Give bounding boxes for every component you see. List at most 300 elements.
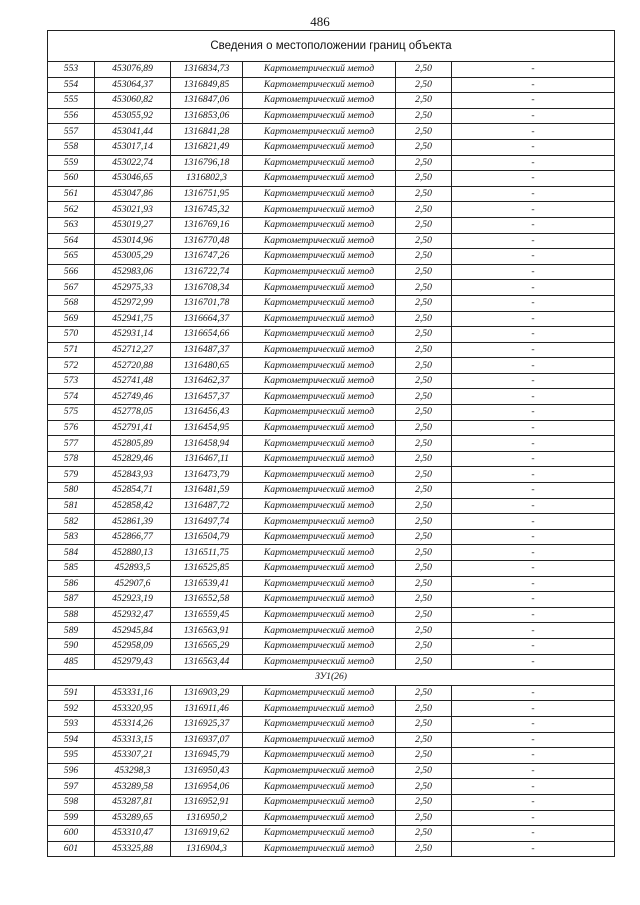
cell-description: -	[452, 405, 615, 421]
table-row	[48, 389, 615, 405]
cell-accuracy: 2,50	[396, 638, 452, 654]
cell-method: Картометрический метод	[243, 436, 396, 452]
cell-coord-y: 1316559,45	[171, 607, 243, 623]
cell-method: Картометрический метод	[243, 139, 396, 155]
cell-coord-y: 1316903,29	[171, 685, 243, 701]
cell-point-number: 559	[48, 155, 95, 171]
table-row	[48, 732, 615, 748]
cell-coord-x: 453331,16	[95, 685, 171, 701]
cell-coord-y: 1316796,18	[171, 155, 243, 171]
cell-accuracy: 2,50	[396, 716, 452, 732]
table-row	[48, 327, 615, 343]
cell-accuracy: 2,50	[396, 483, 452, 499]
cell-accuracy: 2,50	[396, 280, 452, 296]
cell-coord-y: 1316802,3	[171, 171, 243, 187]
cell-point-number: 579	[48, 467, 95, 483]
cell-coord-y: 1316722,74	[171, 264, 243, 280]
cell-method: Картометрический метод	[243, 654, 396, 670]
cell-coord-x: 453019,27	[95, 217, 171, 233]
cell-accuracy: 2,50	[396, 295, 452, 311]
table-row	[48, 358, 615, 374]
table-row	[48, 108, 615, 124]
cell-description: -	[452, 249, 615, 265]
cell-point-number: 585	[48, 561, 95, 577]
cell-coord-x: 452829,46	[95, 451, 171, 467]
cell-coord-y: 1316497,74	[171, 514, 243, 530]
cell-coord-y: 1316853,06	[171, 108, 243, 124]
cell-method: Картометрический метод	[243, 732, 396, 748]
cell-coord-y: 1316954,06	[171, 779, 243, 795]
cell-coord-y: 1316849,85	[171, 77, 243, 93]
cell-accuracy: 2,50	[396, 436, 452, 452]
cell-description: -	[452, 763, 615, 779]
cell-point-number: 553	[48, 62, 95, 78]
page-number: 486	[310, 14, 330, 29]
cell-accuracy: 2,50	[396, 93, 452, 109]
cell-coord-x: 453060,82	[95, 93, 171, 109]
cell-coord-x: 452749,46	[95, 389, 171, 405]
cell-method: Картометрический метод	[243, 763, 396, 779]
table-row	[48, 638, 615, 654]
cell-method: Картометрический метод	[243, 498, 396, 514]
table-row	[48, 623, 615, 639]
cell-accuracy: 2,50	[396, 701, 452, 717]
cell-point-number: 568	[48, 295, 95, 311]
cell-description: -	[452, 436, 615, 452]
table-row	[48, 171, 615, 187]
cell-point-number: 597	[48, 779, 95, 795]
cell-description: -	[452, 529, 615, 545]
cell-method: Картометрический метод	[243, 810, 396, 826]
cell-coord-x: 452805,89	[95, 436, 171, 452]
cell-coord-y: 1316487,72	[171, 498, 243, 514]
cell-description: -	[452, 514, 615, 530]
cell-method: Картометрический метод	[243, 483, 396, 499]
cell-method: Картометрический метод	[243, 295, 396, 311]
cell-point-number: 561	[48, 186, 95, 202]
cell-method: Картометрический метод	[243, 405, 396, 421]
cell-coord-x: 453314,26	[95, 716, 171, 732]
cell-point-number: 570	[48, 327, 95, 343]
cell-coord-y: 1316751,95	[171, 186, 243, 202]
cell-description: -	[452, 77, 615, 93]
cell-point-number: 565	[48, 249, 95, 265]
cell-accuracy: 2,50	[396, 748, 452, 764]
cell-point-number: 564	[48, 233, 95, 249]
table-title-row	[48, 31, 615, 62]
table-row	[48, 436, 615, 452]
table-row	[48, 139, 615, 155]
cell-accuracy: 2,50	[396, 732, 452, 748]
cell-method: Картометрический метод	[243, 529, 396, 545]
cell-accuracy: 2,50	[396, 420, 452, 436]
cell-coord-x: 452975,33	[95, 280, 171, 296]
cell-coord-x: 453047,86	[95, 186, 171, 202]
cell-coord-y: 1316769,16	[171, 217, 243, 233]
cell-coord-y: 1316525,85	[171, 561, 243, 577]
cell-method: Картометрический метод	[243, 748, 396, 764]
cell-coord-y: 1316708,34	[171, 280, 243, 296]
table-row	[48, 701, 615, 717]
cell-coord-y: 1316821,49	[171, 139, 243, 155]
section-row	[48, 670, 615, 686]
table-row	[48, 405, 615, 421]
cell-method: Картометрический метод	[243, 233, 396, 249]
cell-accuracy: 2,50	[396, 108, 452, 124]
cell-method: Картометрический метод	[243, 217, 396, 233]
cell-coord-x: 452778,05	[95, 405, 171, 421]
cell-point-number: 574	[48, 389, 95, 405]
cell-point-number: 600	[48, 826, 95, 842]
cell-method: Картометрический метод	[243, 607, 396, 623]
cell-description: -	[452, 592, 615, 608]
cell-coord-y: 1316841,28	[171, 124, 243, 140]
cell-point-number: 571	[48, 342, 95, 358]
cell-coord-x: 453046,65	[95, 171, 171, 187]
table-row	[48, 186, 615, 202]
table-row	[48, 311, 615, 327]
cell-description: -	[452, 498, 615, 514]
cell-accuracy: 2,50	[396, 358, 452, 374]
table-row	[48, 794, 615, 810]
cell-coord-y: 1316664,37	[171, 311, 243, 327]
cell-accuracy: 2,50	[396, 124, 452, 140]
table-row	[48, 654, 615, 670]
cell-description: -	[452, 779, 615, 795]
cell-coord-y: 1316565,29	[171, 638, 243, 654]
cell-accuracy: 2,50	[396, 405, 452, 421]
cell-accuracy: 2,50	[396, 249, 452, 265]
cell-method: Картометрический метод	[243, 358, 396, 374]
cell-coord-x: 453289,65	[95, 810, 171, 826]
cell-method: Картометрический метод	[243, 264, 396, 280]
cell-coord-x: 452791,41	[95, 420, 171, 436]
cell-accuracy: 2,50	[396, 576, 452, 592]
table-row	[48, 202, 615, 218]
cell-point-number: 555	[48, 93, 95, 109]
cell-point-number: 598	[48, 794, 95, 810]
section-label: ЗУ1(26)	[48, 670, 615, 686]
cell-method: Картометрический метод	[243, 420, 396, 436]
cell-accuracy: 2,50	[396, 561, 452, 577]
cell-description: -	[452, 841, 615, 857]
table-row	[48, 498, 615, 514]
cell-coord-x: 452866,77	[95, 529, 171, 545]
cell-description: -	[452, 623, 615, 639]
cell-coord-x: 452983,06	[95, 264, 171, 280]
cell-coord-y: 1316511,75	[171, 545, 243, 561]
cell-coord-x: 452972,99	[95, 295, 171, 311]
cell-point-number: 592	[48, 701, 95, 717]
cell-coord-y: 1316473,79	[171, 467, 243, 483]
cell-coord-y: 1316745,32	[171, 202, 243, 218]
cell-coord-y: 1316457,37	[171, 389, 243, 405]
cell-coord-x: 452941,75	[95, 311, 171, 327]
table-row	[48, 529, 615, 545]
cell-description: -	[452, 810, 615, 826]
cell-coord-y: 1316911,46	[171, 701, 243, 717]
cell-description: -	[452, 342, 615, 358]
cell-coord-x: 453289,58	[95, 779, 171, 795]
cell-accuracy: 2,50	[396, 155, 452, 171]
cell-accuracy: 2,50	[396, 607, 452, 623]
cell-coord-y: 1316552,58	[171, 592, 243, 608]
cell-coord-x: 453325,88	[95, 841, 171, 857]
cell-coord-x: 452893,5	[95, 561, 171, 577]
cell-method: Картометрический метод	[243, 171, 396, 187]
cell-coord-x: 453005,29	[95, 249, 171, 265]
cell-point-number: 599	[48, 810, 95, 826]
cell-description: -	[452, 467, 615, 483]
cell-method: Картометрический метод	[243, 841, 396, 857]
cell-coord-x: 453298,3	[95, 763, 171, 779]
table-row	[48, 373, 615, 389]
cell-point-number: 589	[48, 623, 95, 639]
table-row	[48, 420, 615, 436]
cell-description: -	[452, 358, 615, 374]
table-row	[48, 716, 615, 732]
cell-coord-y: 1316480,65	[171, 358, 243, 374]
cell-point-number: 560	[48, 171, 95, 187]
cell-coord-x: 452720,88	[95, 358, 171, 374]
cell-method: Картометрический метод	[243, 716, 396, 732]
cell-description: -	[452, 62, 615, 78]
cell-accuracy: 2,50	[396, 217, 452, 233]
cell-coord-y: 1316504,79	[171, 529, 243, 545]
cell-coord-y: 1316834,73	[171, 62, 243, 78]
cell-method: Картометрический метод	[243, 280, 396, 296]
cell-method: Картометрический метод	[243, 342, 396, 358]
cell-accuracy: 2,50	[396, 451, 452, 467]
cell-point-number: 596	[48, 763, 95, 779]
cell-method: Картометрический метод	[243, 623, 396, 639]
table-row	[48, 295, 615, 311]
cell-method: Картометрический метод	[243, 327, 396, 343]
cell-coord-y: 1316454,95	[171, 420, 243, 436]
cell-method: Картометрический метод	[243, 249, 396, 265]
cell-description: -	[452, 654, 615, 670]
cell-method: Картометрический метод	[243, 638, 396, 654]
cell-coord-x: 452931,14	[95, 327, 171, 343]
cell-description: -	[452, 483, 615, 499]
cell-method: Картометрический метод	[243, 576, 396, 592]
cell-coord-y: 1316847,06	[171, 93, 243, 109]
cell-coord-x: 452945,84	[95, 623, 171, 639]
cell-description: -	[452, 186, 615, 202]
table-row	[48, 545, 615, 561]
cell-coord-y: 1316539,41	[171, 576, 243, 592]
cell-coord-x: 452858,42	[95, 498, 171, 514]
cell-accuracy: 2,50	[396, 623, 452, 639]
cell-accuracy: 2,50	[396, 171, 452, 187]
table-row	[48, 124, 615, 140]
cell-point-number: 569	[48, 311, 95, 327]
cell-point-number: 556	[48, 108, 95, 124]
cell-description: -	[452, 701, 615, 717]
cell-point-number: 594	[48, 732, 95, 748]
cell-coord-x: 452712,27	[95, 342, 171, 358]
table-row	[48, 217, 615, 233]
cell-coord-x: 452861,39	[95, 514, 171, 530]
cell-method: Картометрический метод	[243, 77, 396, 93]
cell-description: -	[452, 155, 615, 171]
cell-point-number: 580	[48, 483, 95, 499]
table-row	[48, 826, 615, 842]
cell-method: Картометрический метод	[243, 451, 396, 467]
cell-description: -	[452, 794, 615, 810]
table-row	[48, 748, 615, 764]
table-row	[48, 561, 615, 577]
table-row	[48, 280, 615, 296]
table-row	[48, 779, 615, 795]
cell-point-number: 588	[48, 607, 95, 623]
cell-description: -	[452, 139, 615, 155]
cell-method: Картометрический метод	[243, 794, 396, 810]
cell-accuracy: 2,50	[396, 139, 452, 155]
cell-description: -	[452, 233, 615, 249]
cell-point-number: 566	[48, 264, 95, 280]
cell-coord-y: 1316467,11	[171, 451, 243, 467]
cell-accuracy: 2,50	[396, 264, 452, 280]
cell-coord-y: 1316563,44	[171, 654, 243, 670]
cell-accuracy: 2,50	[396, 545, 452, 561]
cell-point-number: 581	[48, 498, 95, 514]
cell-coord-y: 1316701,78	[171, 295, 243, 311]
cell-coord-x: 452741,48	[95, 373, 171, 389]
cell-method: Картометрический метод	[243, 514, 396, 530]
table-row	[48, 155, 615, 171]
cell-description: -	[452, 638, 615, 654]
cell-point-number: 584	[48, 545, 95, 561]
cell-coord-y: 1316919,62	[171, 826, 243, 842]
cell-method: Картометрический метод	[243, 62, 396, 78]
cell-coord-y: 1316462,37	[171, 373, 243, 389]
cell-method: Картометрический метод	[243, 186, 396, 202]
cell-accuracy: 2,50	[396, 77, 452, 93]
cell-coord-y: 1316945,79	[171, 748, 243, 764]
cell-method: Картометрический метод	[243, 592, 396, 608]
cell-coord-y: 1316654,66	[171, 327, 243, 343]
cell-method: Картометрический метод	[243, 373, 396, 389]
cell-coord-y: 1316487,37	[171, 342, 243, 358]
cell-point-number: 578	[48, 451, 95, 467]
cell-description: -	[452, 389, 615, 405]
cell-point-number: 586	[48, 576, 95, 592]
cell-accuracy: 2,50	[396, 311, 452, 327]
cell-coord-x: 453287,81	[95, 794, 171, 810]
cell-point-number: 601	[48, 841, 95, 857]
table-row	[48, 810, 615, 826]
cell-coord-x: 452854,71	[95, 483, 171, 499]
cell-description: -	[452, 202, 615, 218]
cell-description: -	[452, 264, 615, 280]
cell-point-number: 577	[48, 436, 95, 452]
cell-accuracy: 2,50	[396, 186, 452, 202]
table-row	[48, 342, 615, 358]
cell-point-number: 582	[48, 514, 95, 530]
cell-coord-x: 453307,21	[95, 748, 171, 764]
cell-coord-x: 453014,96	[95, 233, 171, 249]
cell-coord-x: 453021,93	[95, 202, 171, 218]
cell-coord-x: 453055,92	[95, 108, 171, 124]
table-row	[48, 467, 615, 483]
cell-description: -	[452, 295, 615, 311]
cell-method: Картометрический метод	[243, 779, 396, 795]
cell-description: -	[452, 108, 615, 124]
cell-description: -	[452, 93, 615, 109]
cell-accuracy: 2,50	[396, 62, 452, 78]
cell-coord-x: 452843,93	[95, 467, 171, 483]
cell-accuracy: 2,50	[396, 233, 452, 249]
cell-description: -	[452, 732, 615, 748]
cell-coord-y: 1316904,3	[171, 841, 243, 857]
cell-description: -	[452, 545, 615, 561]
cell-description: -	[452, 171, 615, 187]
cell-point-number: 573	[48, 373, 95, 389]
table-row	[48, 233, 615, 249]
cell-coord-x: 452958,09	[95, 638, 171, 654]
cell-description: -	[452, 311, 615, 327]
cell-description: -	[452, 280, 615, 296]
cell-method: Картометрический метод	[243, 155, 396, 171]
cell-coord-x: 453064,37	[95, 77, 171, 93]
cell-coord-y: 1316950,43	[171, 763, 243, 779]
cell-description: -	[452, 373, 615, 389]
table-row	[48, 77, 615, 93]
cell-coord-y: 1316770,48	[171, 233, 243, 249]
cell-coord-x: 452932,47	[95, 607, 171, 623]
cell-description: -	[452, 327, 615, 343]
cell-accuracy: 2,50	[396, 498, 452, 514]
cell-method: Картометрический метод	[243, 561, 396, 577]
table-row	[48, 62, 615, 78]
cell-point-number: 557	[48, 124, 95, 140]
cell-point-number: 593	[48, 716, 95, 732]
cell-method: Картометрический метод	[243, 202, 396, 218]
cell-description: -	[452, 451, 615, 467]
cell-description: -	[452, 420, 615, 436]
cell-point-number: 587	[48, 592, 95, 608]
table-row	[48, 483, 615, 499]
cell-accuracy: 2,50	[396, 779, 452, 795]
cell-method: Картометрический метод	[243, 93, 396, 109]
table-title: Сведения о местоположении границ объекта	[48, 31, 615, 62]
cell-coord-x: 453320,95	[95, 701, 171, 717]
cell-coord-y: 1316952,91	[171, 794, 243, 810]
cell-method: Картометрический метод	[243, 124, 396, 140]
table-row	[48, 841, 615, 857]
cell-coord-y: 1316456,43	[171, 405, 243, 421]
cell-coord-x: 452880,13	[95, 545, 171, 561]
table-row	[48, 249, 615, 265]
cell-method: Картометрический метод	[243, 467, 396, 483]
cell-point-number: 575	[48, 405, 95, 421]
table-row	[48, 451, 615, 467]
table-row	[48, 576, 615, 592]
cell-accuracy: 2,50	[396, 373, 452, 389]
cell-accuracy: 2,50	[396, 763, 452, 779]
cell-coord-x: 453310,47	[95, 826, 171, 842]
table-body	[48, 31, 615, 857]
cell-accuracy: 2,50	[396, 514, 452, 530]
cell-accuracy: 2,50	[396, 826, 452, 842]
table-row	[48, 514, 615, 530]
table-row	[48, 685, 615, 701]
cell-description: -	[452, 685, 615, 701]
cell-accuracy: 2,50	[396, 342, 452, 358]
cell-description: -	[452, 124, 615, 140]
cell-accuracy: 2,50	[396, 685, 452, 701]
